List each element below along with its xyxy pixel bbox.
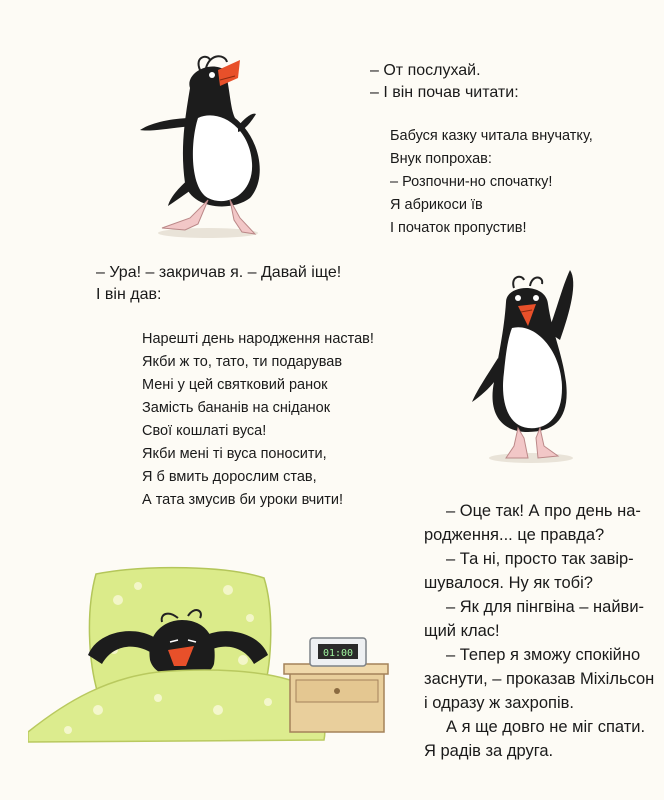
poem-line: Свої кошлаті вуса! bbox=[142, 423, 267, 439]
poem-line: Якби ж то, тато, ти подарував bbox=[142, 354, 343, 370]
dialogue-line: – Та ні, просто так завір- bbox=[446, 550, 634, 568]
poem-line: Я б вмить дорослим став, bbox=[142, 469, 317, 485]
waving-penguin-illustration bbox=[466, 262, 586, 467]
poem-line: Замість бананів на сніданок bbox=[142, 400, 331, 416]
dialogue-line: родження... це правда? bbox=[424, 526, 605, 544]
dancing-penguin-illustration bbox=[130, 48, 280, 243]
poem-line: – Розпочни-но спочатку! bbox=[390, 174, 553, 190]
dialogue-line: щий клас! bbox=[424, 622, 500, 640]
dialogue-line: – Оце так! А про день на- bbox=[446, 502, 641, 520]
poem-line: Якби мені ті вуса поносити, bbox=[142, 446, 327, 462]
svg-text:01:00: 01:00 bbox=[322, 648, 354, 659]
dialogue-bottom bbox=[424, 499, 655, 763]
dialogue-line: А я ще довго не міг спати. bbox=[446, 718, 646, 736]
poem-line: І початок пропустив! bbox=[390, 220, 527, 236]
poem-line: Внук попрохав: bbox=[390, 151, 492, 167]
dialogue-line: – І він почав читати: bbox=[370, 84, 519, 101]
poem-second bbox=[142, 328, 374, 512]
poem-line: А тата змусив би уроки вчити! bbox=[142, 492, 344, 508]
poem-line: Бабуся казку читала внучатку, bbox=[390, 128, 593, 144]
poem-line: Нарешті день народження настав! bbox=[142, 331, 374, 347]
dialogue-line: заснути, – проказав Міхільсон bbox=[424, 670, 655, 688]
poem-first bbox=[390, 125, 593, 240]
dialogue-middle bbox=[96, 262, 341, 306]
dialogue-line: І він дав: bbox=[96, 286, 162, 303]
dialogue-line: і одразу ж захропів. bbox=[424, 694, 574, 712]
poem-line: Я абрикоси їв bbox=[390, 197, 483, 213]
dialogue-line: – Ура! – закричав я. – Давай іще! bbox=[96, 264, 342, 281]
dialogue-line: – Тепер я зможу спокійно bbox=[446, 646, 641, 664]
dialogue-top bbox=[370, 60, 519, 104]
dialogue-line: – От послухай. bbox=[370, 62, 481, 79]
dialogue-line: Я радів за друга. bbox=[424, 742, 554, 760]
poem-line: Мені у цей святковий ранок bbox=[142, 377, 328, 393]
dialogue-line: шувалося. Ну як тобі? bbox=[424, 574, 593, 592]
sleeping-penguin-bed-illustration bbox=[28, 560, 390, 745]
dialogue-line: – Як для пінгвіна – найви- bbox=[446, 598, 645, 616]
